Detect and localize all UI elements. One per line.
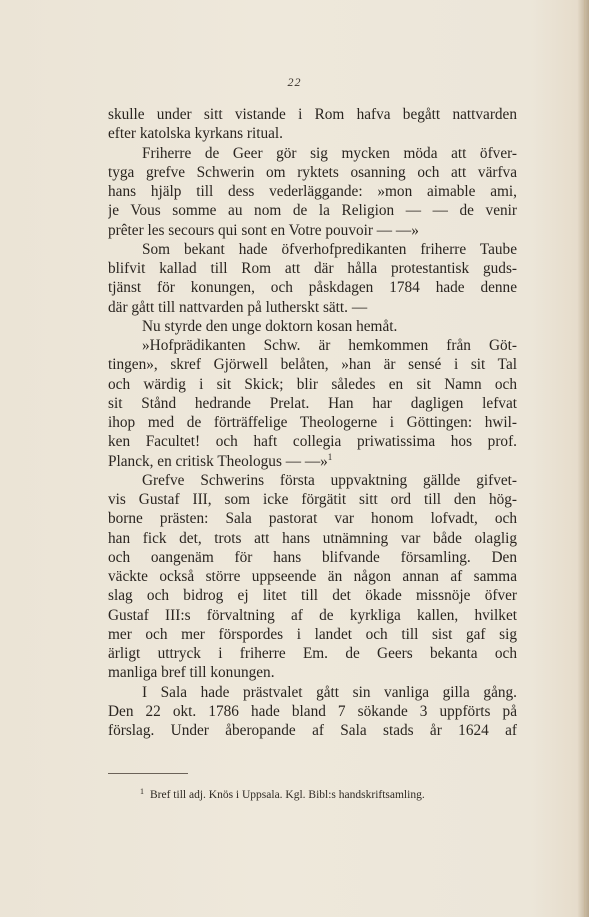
text-line-content: förslag. Under åberopande af Sala stads år 1624 af [108, 722, 517, 739]
footnote-reference: 1 [327, 451, 333, 462]
text-line-content: manliga bref till konungen. [108, 664, 275, 682]
text-line [108, 529, 517, 548]
text-line [108, 683, 517, 702]
text-line [108, 163, 517, 182]
text-line [108, 317, 517, 336]
text-line [108, 124, 517, 143]
text-line [108, 394, 517, 413]
text-line-content: tyga grefve Schwerin om ryktets osanning och att värfva [108, 163, 517, 181]
footnote-divider [108, 773, 188, 774]
text-line [108, 586, 517, 605]
page-edge [584, 0, 585, 917]
text-line-content: Den 22 okt. 1786 hade bland 7 sökande 3 uppförts på [108, 702, 517, 720]
text-line-content: väckte också större uppseende än någon annan af samma [108, 568, 517, 585]
text-line [108, 240, 517, 259]
footnote-text: Bref till adj. Knös i Uppsala. Kgl. Bibl:s handskriftsamling. [150, 789, 425, 801]
text-line [108, 452, 517, 471]
text-line [108, 471, 517, 490]
text-line [108, 509, 517, 528]
text-line-content: ärligt uttryck i friherre Em. de Geers bekanta och [108, 645, 517, 662]
text-line-content: skulle under sitt vistande i Rom hafva begått nattvarden [108, 106, 517, 123]
text-line-content: Nu styrde den unge doktorn kosan hemåt. [142, 317, 398, 335]
text-line-content: och wärdig i sit Skick; blir således en sit Namn och [108, 375, 517, 393]
footnote-mark: 1 [140, 787, 144, 796]
text-line-content: hans hjälp till dess vederläggande: »mon aimable ami, [108, 183, 517, 200]
text-line-content: borne prästen: Sala pastorat var honom lofvadt, och [108, 510, 517, 528]
text-line-content: Gustaf III:s förvaltning af de kyrkliga kallen, hvilket [108, 606, 517, 624]
body-text [108, 105, 517, 740]
text-line-content: tingen», skref Gjörwell belåten, »han är sensé i sit Tal [108, 356, 517, 374]
text-line [108, 702, 517, 721]
text-line [108, 144, 517, 163]
text-line [108, 490, 517, 509]
text-line [108, 663, 517, 682]
text-line-content: je Vous somme au nom de la Religion — — de venir [108, 202, 517, 220]
text-line-content: Grefve Schwerins första uppvaktning gällde gifvet- [142, 471, 517, 489]
text-line-content: ken Facultet! och haft collegia priwatissima hos prof. [108, 433, 517, 451]
text-line [108, 278, 517, 297]
text-line [108, 336, 517, 355]
text-line-content: vis Gustaf III, som icke förgätit sitt ord till den hög- [108, 491, 517, 508]
text-line [108, 105, 517, 124]
text-line [108, 298, 517, 317]
text-line-content: efter katolska kyrkans ritual. [108, 125, 284, 143]
text-line-content: Friherre de Geer gör sig mycken möda att öfver- [142, 144, 517, 162]
text-line-content: tjänst för konungen, och påskdagen 1784 hade denne [108, 279, 517, 297]
text-line-content: Planck, en critisk Theologus — —» [108, 452, 328, 470]
text-line [108, 221, 517, 240]
text-line [108, 548, 517, 567]
text-line-content: slag och bidrog ej litet till det ökade missnöje öfver [108, 587, 517, 605]
page-number: 22 [287, 75, 302, 89]
text-line [108, 182, 517, 201]
text-line [108, 259, 517, 278]
text-line [108, 432, 517, 451]
text-line [108, 567, 517, 586]
text-line-content: där gått till nattvarden på lutherskt sätt. — [108, 298, 368, 316]
text-line-content: prêter les secours qui sont en Votre pouvoir — —» [108, 221, 419, 239]
text-line [108, 721, 517, 740]
text-line-content: »Hofprädikanten Schw. är hemkommen från Göt- [142, 337, 517, 354]
text-line-content: mer och mer förspordes i landet och till sist gaf sig [108, 625, 517, 643]
text-line-content: sit Stånd hedrande Prelat. Han har dagligen lefvat [108, 394, 517, 412]
text-line [108, 413, 517, 432]
text-line [108, 625, 517, 644]
text-line-content: och oangenäm för hans blifvande församling. Den [108, 548, 517, 566]
text-line [108, 644, 517, 663]
text-line [108, 606, 517, 625]
text-line-content: Som bekant hade öfverhofpredikanten friherre Taube [142, 240, 517, 258]
text-line-content: blifvit kallad till Rom att där hålla protestantisk guds- [108, 260, 517, 277]
footnote [140, 784, 520, 803]
text-line [108, 201, 517, 220]
text-line [108, 355, 517, 374]
text-line-content: I Sala hade prästvalet gått sin vanliga gilla gång. [142, 683, 517, 701]
text-line-content: ihop med de förträffelige Theologerne i Göttingen: hwil- [108, 414, 517, 431]
text-line-content: han fick det, trots att hans utnämning var både olaglig [108, 529, 517, 547]
text-line [108, 375, 517, 394]
